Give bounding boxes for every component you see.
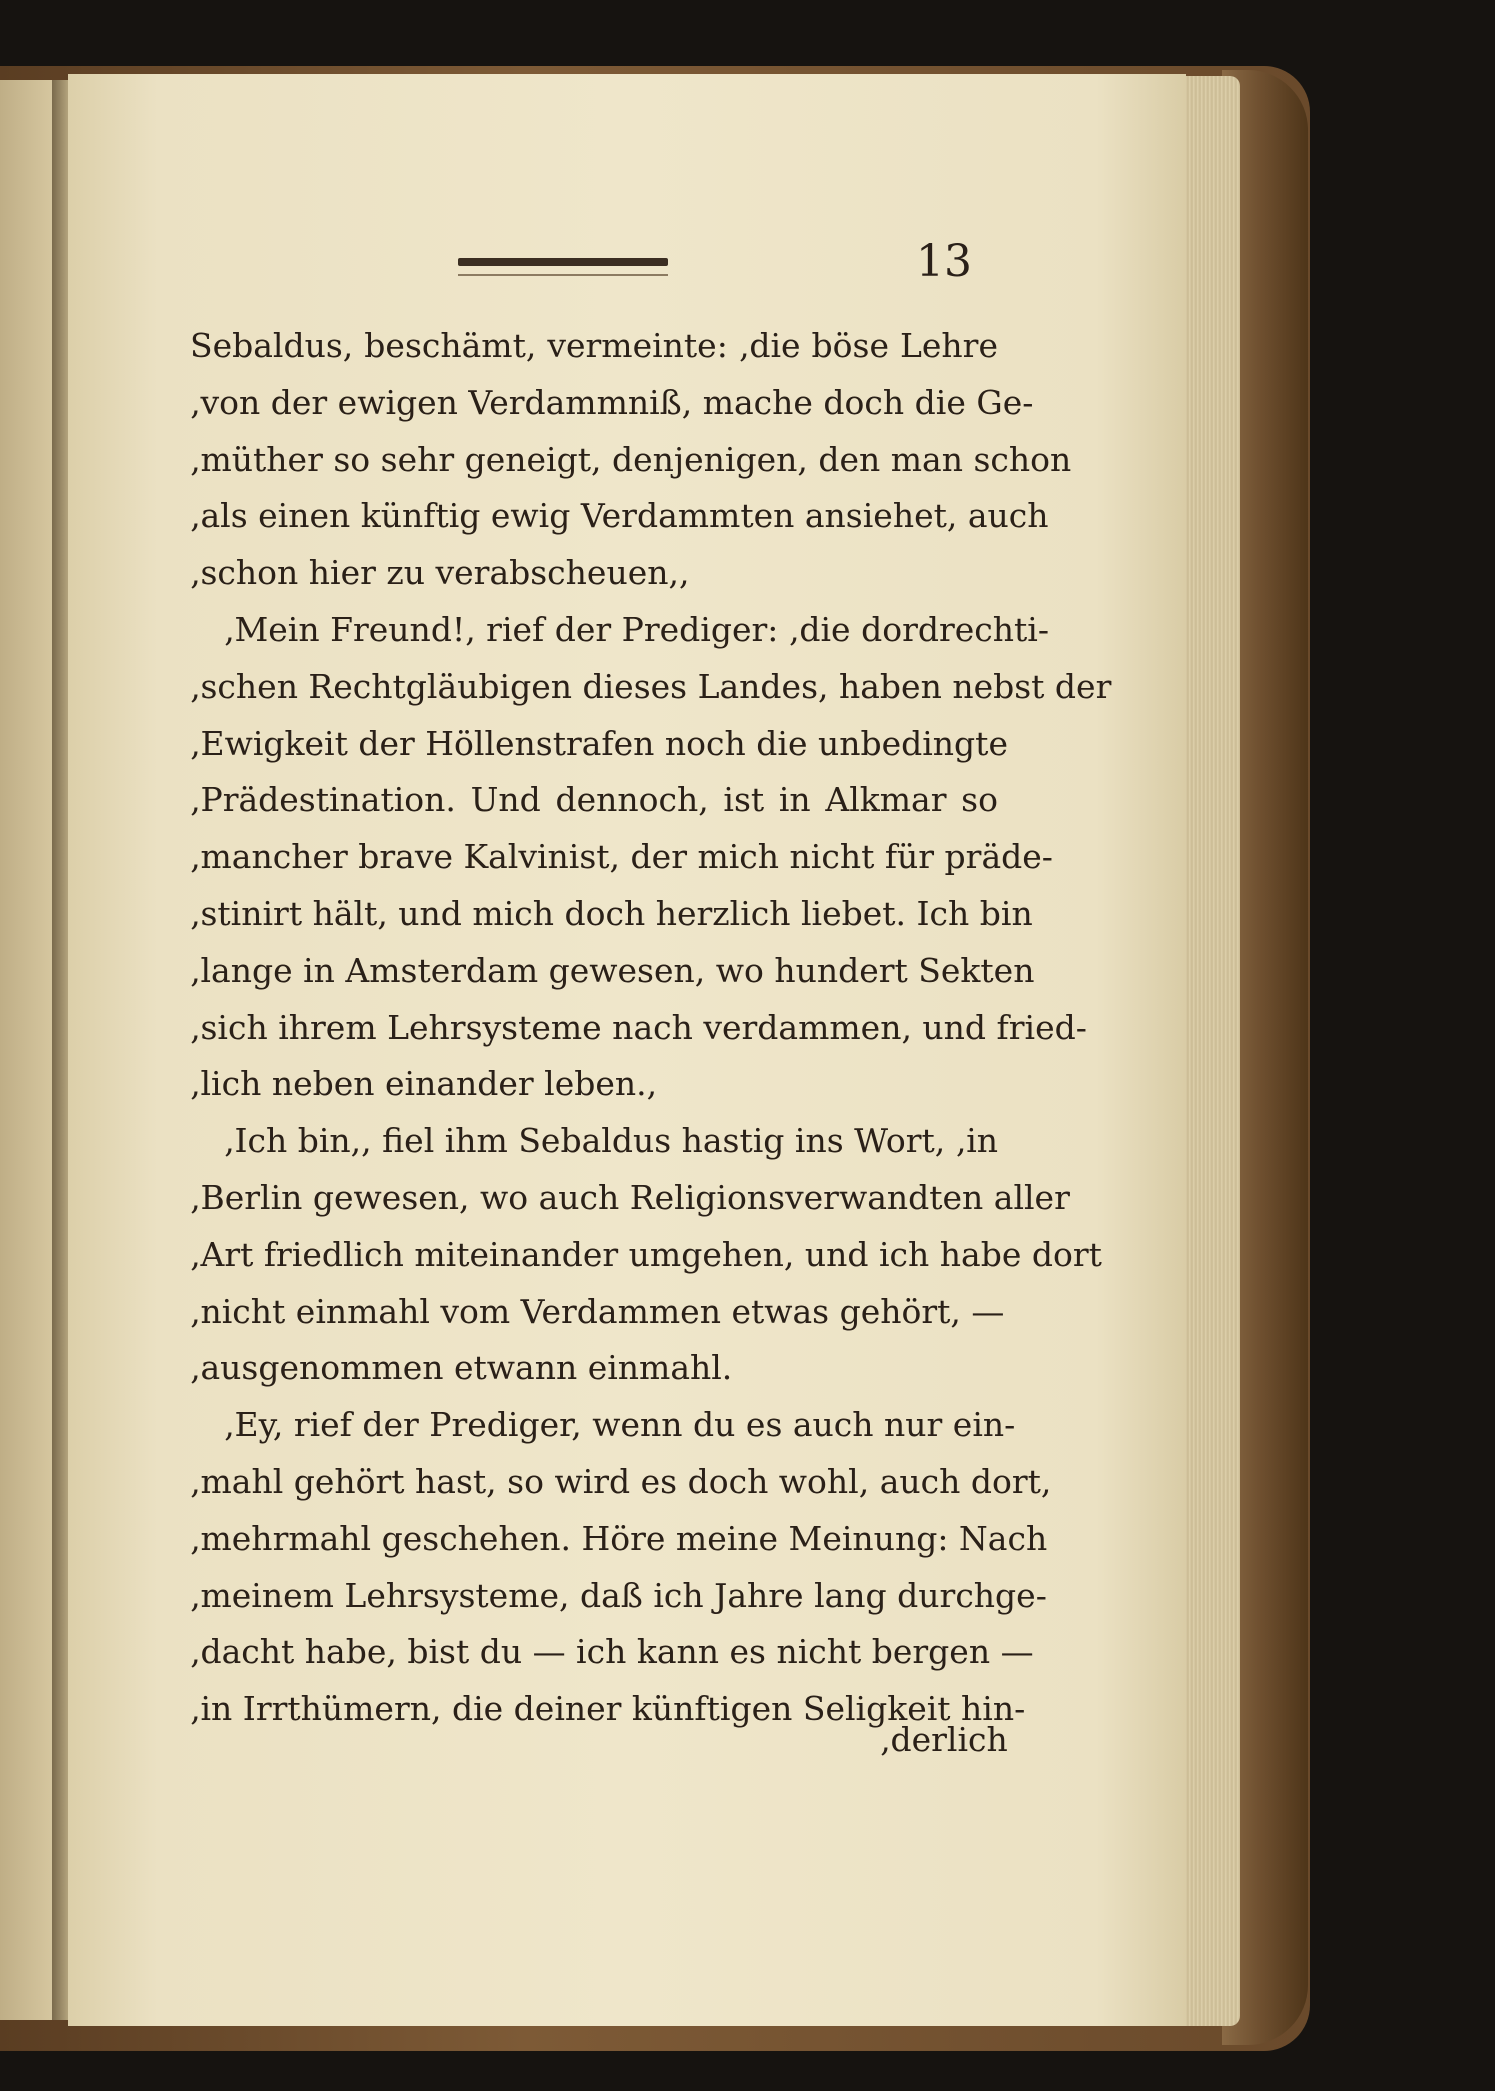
text-line: ‚Ich bin,, fiel ihm Sebaldus hastig ins Wort, ‚in — [224, 1121, 999, 1161]
page-edges — [1182, 76, 1240, 2026]
text-line: ‚schon hier zu verabscheuen,, — [190, 553, 690, 593]
text-line: ‚lich neben einander leben., — [190, 1064, 658, 1104]
text-line: ‚Prädestination. Und dennoch, ist in Alkmar so — [190, 780, 998, 820]
text-line: ‚ausgenommen etwann einmahl. — [190, 1348, 733, 1388]
text-line: ‚meinem Lehrsysteme, daß ich Jahre lang durchge- — [190, 1575, 1047, 1615]
header-rule — [458, 258, 668, 266]
left-page-sliver — [0, 80, 58, 2020]
text-line: ‚dacht habe, bist du — ich kann es nicht bergen — — [190, 1632, 1034, 1672]
text-line: ‚stinirt hält, und mich doch herzlich liebet. Ich bin — [190, 893, 1033, 933]
catchword: ‚derlich — [880, 1720, 1008, 1759]
text-line: ‚Art friedlich miteinander umgehen, und ich habe dort — [190, 1234, 1102, 1274]
text-line: ‚Ewigkeit der Höllenstrafen noch die unbedingte — [190, 723, 1008, 763]
text-line: ‚mehrmahl geschehen. Höre meine Meinung: Nach — [190, 1518, 1048, 1558]
page-number: 13 — [916, 236, 972, 287]
body-text — [190, 318, 1112, 1738]
text-line: ‚in Irrthümern, die deiner künftigen Seligkeit hin- — [190, 1689, 1026, 1729]
text-line: ‚schen Rechtgläubigen dieses Landes, haben nebst der — [190, 666, 1112, 706]
text-line: ‚Mein Freund!, rief der Prediger: ‚die dordrechti- — [224, 609, 1049, 649]
text-line: Sebaldus, beschämt, vermeinte: ‚die böse Lehre — [190, 326, 998, 365]
text-line: ‚nicht einmahl vom Verdammen etwas gehört, — — [190, 1291, 1005, 1331]
text-line: ‚Berlin gewesen, wo auch Religionsverwandten aller — [190, 1177, 1070, 1217]
text-line: ‚Ey, rief der Prediger, wenn du es auch nur ein- — [224, 1405, 1016, 1445]
header-rule-thin — [458, 274, 668, 276]
text-line: ‚mahl gehört hast, so wird es doch wohl, auch dort, — [190, 1461, 1052, 1501]
text-line: ‚von der ewigen Verdammniß, mache doch die Ge- — [190, 382, 1034, 422]
text-line: ‚mancher brave Kalvinist, der mich nicht für präde- — [190, 837, 1053, 877]
text-line: ‚sich ihrem Lehrsysteme nach verdammen, und fried- — [190, 1007, 1087, 1047]
text-line: ‚lange in Amsterdam gewesen, wo hundert Sekten — [190, 950, 1035, 990]
text-line: ‚als einen künftig ewig Verdammten ansiehet, auch — [190, 496, 1049, 536]
text-line: ‚müther so sehr geneigt, denjenigen, den man schon — [190, 439, 1072, 479]
